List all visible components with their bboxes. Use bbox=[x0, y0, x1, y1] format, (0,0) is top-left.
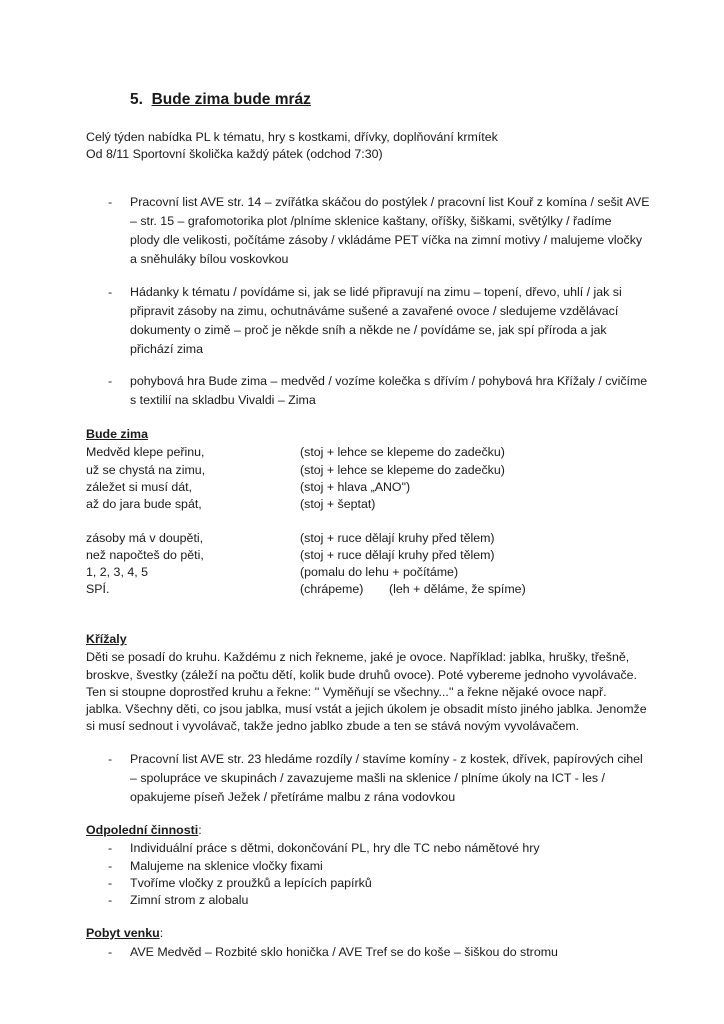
poem-heading: Bude zima bbox=[86, 427, 148, 441]
afternoon-item: Individuální práce s dětmi, dokončování PL, hry dle TC nebo námětové hry bbox=[130, 841, 540, 855]
bullet-1-line-4: a sněhuláky bílou voskovkou bbox=[130, 252, 289, 266]
bullet-dash: - bbox=[108, 859, 113, 873]
poem-action: (chrápeme) bbox=[300, 582, 364, 596]
outside-item: AVE Medvěd – Rozbité sklo honička / AVE Tref se do koše – šiškou do stromu bbox=[130, 945, 558, 959]
bullet-2-line-3: dokumenty o zimě – proč je někde sníh a někde ne / povídáme se, jak spí příroda a jak bbox=[130, 323, 607, 337]
poem-action: (stoj + ruce dělají kruhy před tělem) bbox=[300, 531, 495, 545]
krizaly-line: jablka. Všechny děti, co jsou jablka, musí vstát a jejich úkolem je obsadit místo jiného jablka. Jenomže bbox=[86, 702, 647, 716]
krizaly-heading: Křížaly bbox=[86, 632, 127, 646]
bullet-dash: - bbox=[108, 374, 113, 388]
afternoon-item: Tvoříme vločky z proužků a lepících papírků bbox=[130, 876, 372, 890]
bullet-dash: - bbox=[108, 841, 113, 855]
bullet-1-line-1: Pracovní list AVE str. 14 – zvířátka skáčou do postýlek / pracovní list Kouř z komína / sešit AVE bbox=[130, 195, 650, 209]
afternoon-item: Malujeme na sklenice vločky fixami bbox=[130, 859, 323, 873]
title-number: 5. bbox=[130, 91, 143, 108]
krizaly-line: broskve, švestky (záleží na počtu dětí, kolik bude druhů ovoce). Poté vybereme jednoho vyvolávače. bbox=[86, 668, 637, 682]
poem-action: (stoj + hlava „ANO") bbox=[300, 480, 411, 494]
afternoon-heading-colon: : bbox=[198, 823, 202, 837]
krizaly-line: Ten si stoupne doprostřed kruhu a řekne: '' Vyměňují se všechny...'' a řekne nějaké ovoce např. bbox=[86, 685, 607, 699]
bullet-dash: - bbox=[108, 195, 113, 209]
poem-action-extra: (leh + děláme, že spíme) bbox=[389, 582, 526, 596]
bullet-dash: - bbox=[108, 876, 113, 890]
afternoon-heading-text: Odpolední činnosti bbox=[86, 823, 199, 837]
bullet-3-line-2: s textilií na skladbu Vivaldi – Zima bbox=[130, 393, 316, 407]
bullet-2-line-1: Hádanky k tématu / povídáme si, jak se lidé připravují na zimu – topení, dřevo, uhlí / jak si bbox=[130, 285, 622, 299]
poem-action: (stoj + šeptat) bbox=[300, 497, 376, 511]
title-text: Bude zima bude mráz bbox=[151, 91, 311, 108]
bullet-4-line-1: Pracovní list AVE str. 23 hledáme rozdíly / stavíme komíny - z kostek, dřívek, papírových cihel bbox=[130, 752, 643, 766]
intro-line-1: Celý týden nabídka PL k tématu, hry s kostkami, dřívky, doplňování krmítek bbox=[86, 130, 498, 144]
bullet-2-line-4: přichází zima bbox=[130, 342, 203, 356]
bullet-3-line-1: pohybová hra Bude zima – medvěd / vozíme kolečka s dřívím / pohybová hra Křížaly / cvičíme bbox=[130, 374, 648, 388]
afternoon-heading bbox=[86, 823, 202, 837]
bullet-dash: - bbox=[108, 893, 113, 907]
poem-line: už se chystá na zimu, bbox=[86, 463, 206, 477]
bullet-dash: - bbox=[108, 285, 113, 299]
intro-line-2: Od 8/11 Sportovní školička každý pátek (odchod 7:30) bbox=[86, 147, 383, 161]
poem-line: zásoby má v doupěti, bbox=[86, 531, 204, 545]
bullet-dash: - bbox=[108, 945, 113, 959]
poem-action: (pomalu do lehu + počítáme) bbox=[300, 565, 459, 579]
bullet-4-line-2: – spolupráce ve skupinách / zavazujeme mašli na sklenice / plníme úkoly na ICT - les / bbox=[130, 771, 605, 785]
bullet-2-line-2: připravit zásoby na zimu, ochutnáváme sušené a zavařené ovoce / sledujeme vzdělávací bbox=[130, 304, 619, 318]
poem-action: (stoj + lehce se klepeme do zadečku) bbox=[300, 445, 505, 459]
page-title bbox=[130, 91, 311, 109]
outside-heading-text: Pobyt venku bbox=[86, 926, 160, 940]
poem-line: záležet si musí dát, bbox=[86, 480, 193, 494]
poem-line: než napočteš do pěti, bbox=[86, 548, 204, 562]
poem-action: (stoj + lehce se klepeme do zadečku) bbox=[300, 463, 505, 477]
afternoon-item: Zimní strom z alobalu bbox=[130, 893, 249, 907]
bullet-dash: - bbox=[108, 752, 113, 766]
poem-line: až do jara bude spát, bbox=[86, 497, 202, 511]
krizaly-line: si musí sednout i vyvolávač, takže jedno jablko zbude a ten se stává novým vyvolávačem. bbox=[86, 719, 580, 733]
outside-heading bbox=[86, 926, 163, 940]
bullet-1-line-3: plody dle velikosti, počítáme zásoby / vkládáme PET víčka na zimní motivy / malujeme vločky bbox=[130, 233, 643, 247]
poem-action: (stoj + ruce dělají kruhy před tělem) bbox=[300, 548, 495, 562]
outside-heading-colon: : bbox=[159, 926, 164, 940]
poem-line: Medvěd klepe peřinu, bbox=[86, 445, 205, 459]
bullet-1-line-2: – str. 15 – grafomotorika plot /plníme sklenice kaštany, oříšky, šiškami, světýlky / řadíme bbox=[130, 214, 612, 228]
poem-line: SPÍ. bbox=[86, 582, 110, 596]
krizaly-line: Děti se posadí do kruhu. Každému z nich řekneme, jaké je ovoce. Například: jablka, hrušky, třešně, bbox=[86, 650, 630, 664]
bullet-4-line-3: opakujeme píseň Ježek / přetíráme malbu z rána vodovkou bbox=[130, 790, 456, 804]
poem-line: 1, 2, 3, 4, 5 bbox=[86, 565, 148, 579]
